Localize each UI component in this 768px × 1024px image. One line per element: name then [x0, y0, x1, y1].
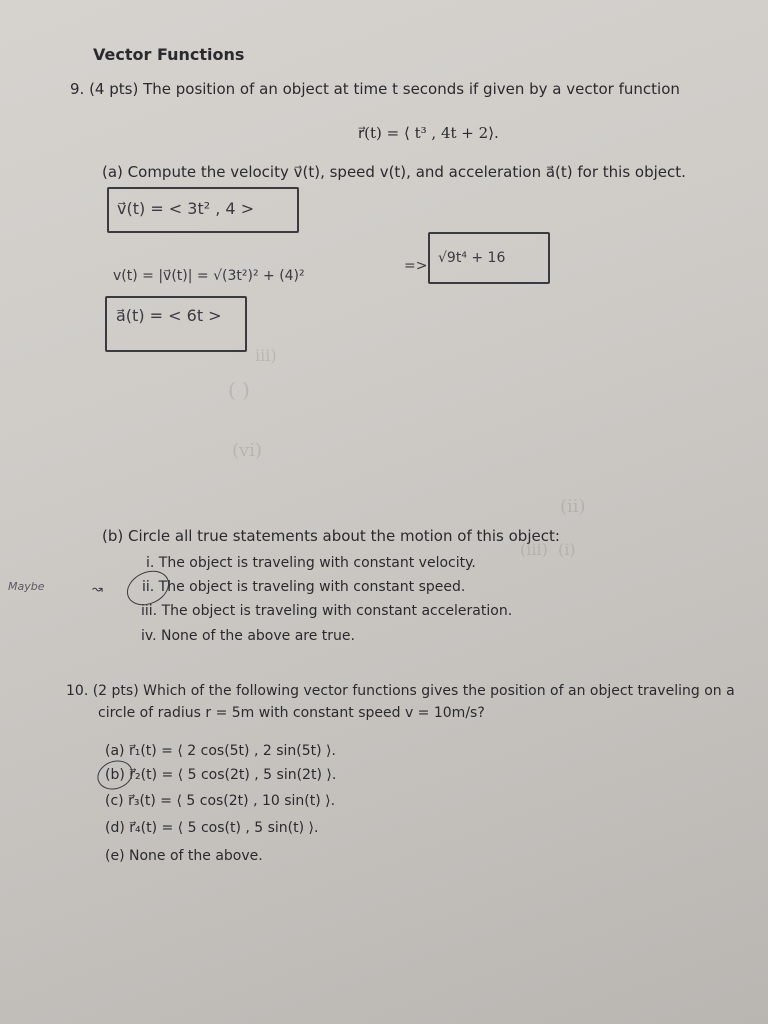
- q9-option-iii: iii. The object is traveling with constant acceleration.: [141, 603, 513, 619]
- acceleration-answer: a⃗(t) = < 6t >: [116, 306, 222, 325]
- q9-stem: 9. (4 pts) The position of an object at time t seconds if given by a vector function: [70, 80, 680, 98]
- q9-option-i: i. The object is traveling with constant velocity.: [146, 555, 476, 571]
- q10-option-d: (d) r⃗₄(t) = ⟨ 5 cos(t) , 5 sin(t) ⟩.: [105, 820, 319, 836]
- q9-position-formula: r⃗(t) = ⟨ t³ , 4t + 2⟩.: [358, 124, 499, 142]
- worksheet-page: ( ) (vi) (ii) (iii) (i) iii) Vector Functions 9. (4 pts) The position of an object at time t seconds if given by a vector function r⃗(t) = ⟨ t³ , 4t + 2⟩. (a) Compute the velocity v⃗(t), speed v(t), and acceleration a⃗(t) for this object. v⃗(t) = < 3t² , 4 > v(t) = |v⃗(t)| = √(3t²)² + (4)² => √9t⁴ + 16 a⃗(t) = < 6t > (b) Circle all true statements about the motion of this object: i. The object is traveling with constant velocity. ii. The object is traveling with constant speed. iii. The object is traveling with constant acceleration. iv. None of the above are true. Maybe ↝ 10. (2 pts) Which of the following vector functions gives the position of an object traveling on a circle of radius r = 5m with constant speed v = 10m/s? (a) r⃗₁(t) = ⟨ 2 cos(5t) , 2 sin(5t) ⟩. (b) r⃗₂(t) = ⟨ 5 cos(2t) , 5 sin(2t) ⟩. (c) r⃗₃(t) = ⟨ 5 cos(2t) , 10 sin(t) ⟩. (d) r⃗₄(t) = ⟨ 5 cos(t) , 5 sin(t) ⟩. (e) None of the above.: [0, 0, 768, 1024]
- q9-option-ii: ii. The object is traveling with constant speed.: [142, 579, 466, 595]
- speed-answer: √9t⁴ + 16: [438, 250, 506, 266]
- margin-note: Maybe: [8, 580, 45, 593]
- velocity-answer: v⃗(t) = < 3t² , 4 >: [117, 199, 255, 218]
- q10-option-b: (b) r⃗₂(t) = ⟨ 5 cos(2t) , 5 sin(2t) ⟩.: [105, 767, 337, 783]
- q10-option-a: (a) r⃗₁(t) = ⟨ 2 cos(5t) , 2 sin(5t) ⟩.: [105, 743, 336, 759]
- q9-option-iv: iv. None of the above are true.: [141, 628, 355, 644]
- section-title: Vector Functions: [93, 45, 245, 64]
- q10-option-e: (e) None of the above.: [105, 848, 263, 864]
- margin-arrow: ↝: [92, 582, 103, 597]
- option-b-circle: [93, 756, 136, 795]
- q9-part-b: (b) Circle all true statements about the motion of this object:: [102, 527, 560, 545]
- q9-part-a: (a) Compute the velocity v⃗(t), speed v(t), and acceleration a⃗(t) for this object.: [102, 163, 686, 181]
- implies-arrow: =>: [404, 258, 428, 274]
- speed-work: v(t) = |v⃗(t)| = √(3t²)² + (4)²: [113, 268, 305, 284]
- q10-stem-line2: circle of radius r = 5m with constant speed v = 10m/s?: [98, 705, 485, 721]
- q10-option-c: (c) r⃗₃(t) = ⟨ 5 cos(2t) , 10 sin(t) ⟩.: [105, 793, 336, 809]
- q10-stem-line1: 10. (2 pts) Which of the following vector functions gives the position of an object traveling on a: [66, 683, 735, 699]
